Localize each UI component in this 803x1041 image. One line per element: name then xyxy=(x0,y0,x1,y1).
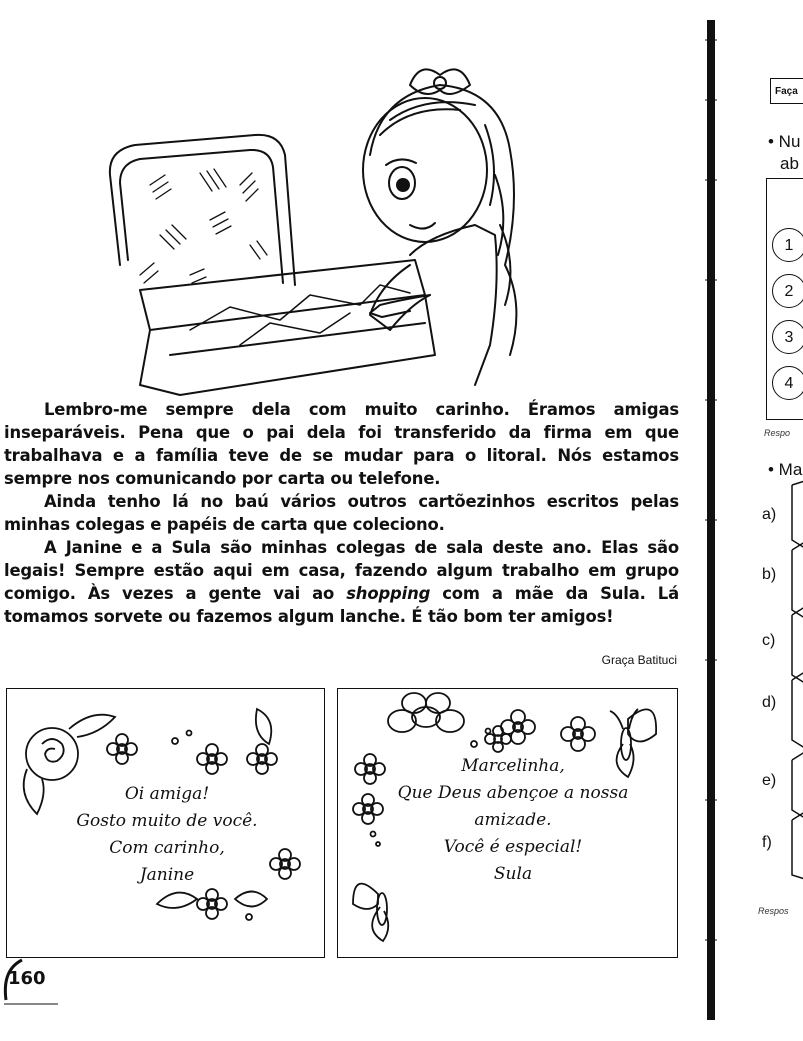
card-1-line-1: Oi amiga! xyxy=(124,784,210,804)
card-1-line-2: Gosto muito de você. xyxy=(76,811,258,831)
story-paragraph-2: Ainda tenho lá no baú vários outros cartõezinhos escritos pelas minhas colegas e papéis de carta que coleciono. xyxy=(4,492,679,534)
card-2-line-1: Marcelinha, xyxy=(461,756,565,776)
story-italic-word: shopping xyxy=(346,584,431,603)
card-2-line-2: Que Deus abençoe a nossa xyxy=(397,783,629,803)
card-1-line-4: Janine xyxy=(139,865,195,885)
girl-with-trunk-illustration xyxy=(80,55,540,400)
book-binding-spine xyxy=(704,20,718,1020)
story-paragraph-1: Lembro-me sempre dela com muito carinho. Éramos amigas inseparáveis. Pena que o pai dela foi transferido da firma em que trabalhava e a família teve de se mudar para o litoral. Nós estamos sempre nos comunicando por carta ou telefone. xyxy=(4,400,679,488)
option-c: c) xyxy=(762,632,776,649)
page-number: 160 xyxy=(8,968,46,989)
story-paragraph-3-start: A Janine e a Sula são minhas colegas de sala deste ano. Elas são legais! Sempre estão aqui em casa, fazendo algum trabalho em grupo comigo. Às vezes a gente vai ao xyxy=(4,538,679,603)
story-author: Graça Batituci xyxy=(601,653,677,667)
number-circle-1: 1 xyxy=(772,228,803,262)
card-2-line-5: Sula xyxy=(493,864,533,884)
option-f: f) xyxy=(762,834,772,851)
option-a: a) xyxy=(762,506,777,523)
number-circle-3: 3 xyxy=(772,320,803,354)
card-2-line-3: amizade. xyxy=(474,810,552,830)
option-d: d) xyxy=(762,694,777,711)
bullet-instruction-1-line-1: • Nu xyxy=(768,132,801,151)
option-e: e) xyxy=(762,772,777,789)
bullet-instruction-1-line-2: ab xyxy=(780,154,799,173)
card-2-line-4: Você é especial! xyxy=(443,837,583,857)
story-paragraph-3-end: com a mãe da Sula. Lá tomamos sorvete ou fazemos algum lanche. É tão bom ter amigos! xyxy=(4,584,679,626)
option-b: b) xyxy=(762,566,777,583)
card-1-line-3: Com carinho, xyxy=(109,838,225,858)
number-circle-2: 2 xyxy=(772,274,803,308)
answer-label-2: Respos xyxy=(758,906,789,916)
adjacent-page-partial xyxy=(722,0,803,1041)
friendship-card-sula xyxy=(337,688,678,958)
number-circle-4: 4 xyxy=(772,366,803,400)
bullet-instruction-2: • Ma xyxy=(768,460,803,479)
story-text xyxy=(4,398,679,628)
answer-label-1: Respo xyxy=(764,428,791,438)
option-shapes xyxy=(788,480,803,880)
card-1-message xyxy=(47,781,287,889)
story-paragraph-3 xyxy=(4,536,679,628)
card-2-message xyxy=(383,753,643,888)
activity-box-label: Faça xyxy=(770,78,803,104)
friendship-card-janine xyxy=(6,688,325,958)
